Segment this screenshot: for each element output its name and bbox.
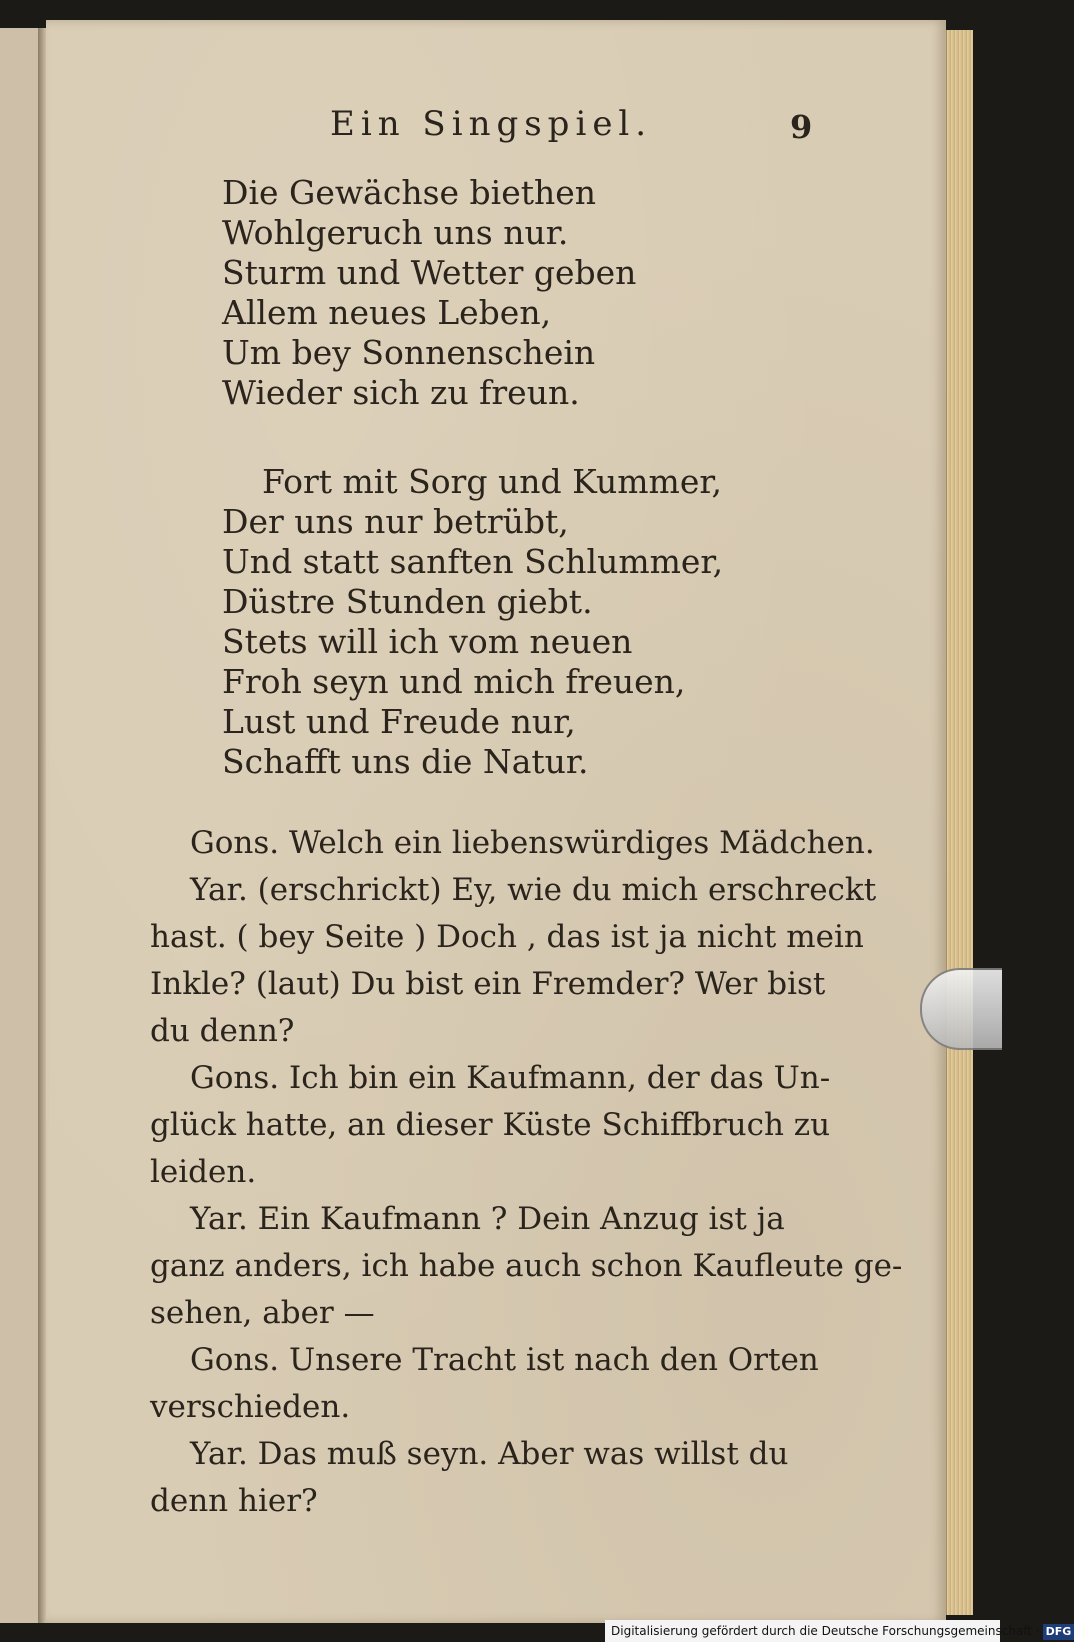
- dialogue-block: [150, 820, 903, 1525]
- dialogue-line: Gons. Welch ein liebenswürdiges Mädchen.: [190, 825, 875, 861]
- verse-line: Allem neues Leben,: [222, 293, 552, 332]
- page-clip: [920, 968, 1002, 1050]
- dialogue-line: leiden.: [150, 1154, 257, 1190]
- verse-line: Lust und Freude nur,: [222, 702, 576, 741]
- verse-line: Um bey Sonnenschein: [222, 333, 596, 372]
- verse-line: Sturm und Wetter geben: [222, 253, 637, 292]
- dfg-logo: DFG: [1043, 1624, 1074, 1640]
- page-block-edge: [946, 30, 973, 1615]
- dialogue-line: hast. ( bey Seite ) Doch , das ist ja nicht mein: [150, 919, 864, 955]
- stanza-1: [222, 173, 636, 413]
- running-head: Ein Singspiel.: [330, 104, 653, 144]
- verse-line: Stets will ich vom neuen: [222, 622, 633, 661]
- dialogue-line: Gons. Unsere Tracht ist nach den Orten: [190, 1342, 819, 1378]
- dialogue-line: Yar. (erschrickt) Ey, wie du mich erschreckt: [190, 872, 877, 908]
- dialogue-line: denn hier?: [150, 1483, 318, 1519]
- dialogue-line: ganz anders, ich habe auch schon Kaufleute ge-: [150, 1248, 903, 1284]
- facing-page-edge: [0, 28, 40, 1623]
- dialogue-line: sehen, aber —: [150, 1295, 375, 1331]
- dialogue-line: du denn?: [150, 1013, 295, 1049]
- verse-line: Der uns nur betrübt,: [222, 502, 569, 541]
- verse-line: Die Gewächse biethen: [222, 173, 597, 212]
- digitization-credit: [605, 1620, 1072, 1642]
- credit-text: Digitalisierung gefördert durch die Deutsche Forschungsgemeinschaft ·: [611, 1624, 1040, 1638]
- verse-line: Wieder sich zu freun.: [222, 373, 580, 412]
- verse-line: Fort mit Sorg und Kummer,: [262, 462, 723, 501]
- stanza-2: [222, 462, 723, 782]
- verse-line: Düstre Stunden giebt.: [222, 582, 593, 621]
- dialogue-line: glück hatte, an dieser Küste Schiffbruch zu: [150, 1107, 831, 1143]
- page-number: 9: [790, 108, 813, 146]
- dialogue-line: Yar. Das muß seyn. Aber was willst du: [190, 1436, 789, 1472]
- verse-line: Schafft uns die Natur.: [222, 742, 589, 781]
- dialogue-line: Yar. Ein Kaufmann ? Dein Anzug ist ja: [190, 1201, 785, 1237]
- verse-line: Und statt sanften Schlummer,: [222, 542, 724, 581]
- dialogue-line: Gons. Ich bin ein Kaufmann, der das Un-: [190, 1060, 831, 1096]
- verse-line: Froh seyn und mich freuen,: [222, 662, 686, 701]
- verse-line: Wohlgeruch uns nur.: [222, 213, 569, 252]
- dialogue-line: Inkle? (laut) Du bist ein Fremder? Wer bist: [150, 966, 826, 1002]
- dialogue-line: verschieden.: [150, 1389, 351, 1425]
- book-gutter: [38, 28, 46, 1623]
